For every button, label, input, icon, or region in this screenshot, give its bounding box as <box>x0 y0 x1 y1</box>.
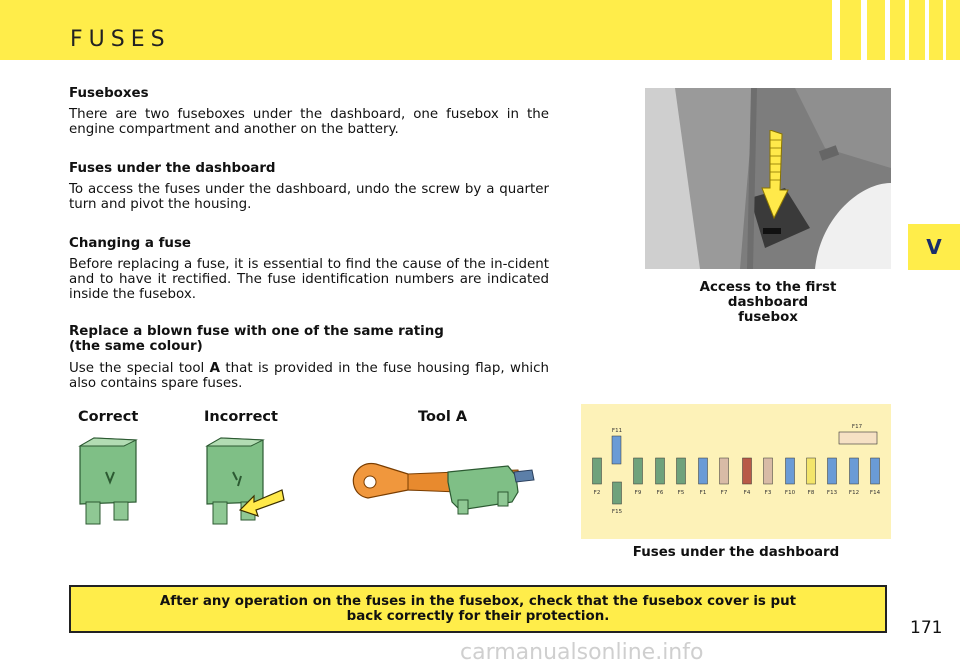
body-after: that is provided in the fuse housing flap, which also contains spare fuses. <box>69 361 549 391</box>
body-before: Use the special tool <box>69 361 210 376</box>
fuse-f8 <box>807 458 816 484</box>
fuse-f13 <box>828 458 837 484</box>
fuse-label-f4: F4 <box>743 490 751 496</box>
fuse-f4 <box>743 458 752 484</box>
fuse-label-f1: F1 <box>699 490 707 496</box>
page-number: 171 <box>910 618 943 638</box>
header-stripe <box>861 0 867 60</box>
watermark: carmanualsonline.info <box>460 640 704 665</box>
section-heading: Changing a fuse <box>69 236 191 251</box>
fuse-f17 <box>839 432 877 444</box>
fuse-f9 <box>634 458 643 484</box>
fuse-f12 <box>850 458 859 484</box>
section-fuseboxes <box>69 86 549 137</box>
fuse-label-f15: F15 <box>611 509 623 515</box>
caption-line-2: dashboard <box>727 295 809 310</box>
fuse-label-f13: F13 <box>826 490 838 496</box>
fuse-f2 <box>593 458 602 484</box>
caption-line-1: Access to the first <box>699 280 837 295</box>
header-bar <box>0 0 960 60</box>
fusebox-diagram <box>581 404 891 539</box>
fuse-label-f9: F9 <box>634 490 642 496</box>
fuse-f5 <box>677 458 686 484</box>
header-stripe <box>832 0 840 60</box>
photo-caption <box>668 280 868 325</box>
protection-note <box>69 585 887 633</box>
fuse-f15 <box>613 482 622 504</box>
section-replace-fuse <box>69 324 549 391</box>
section-heading: Fuseboxes <box>69 86 149 101</box>
caption-line-3: fusebox <box>738 310 798 325</box>
fuse-label-f11: F11 <box>611 428 623 434</box>
section-heading <box>69 324 549 354</box>
section-body <box>69 361 549 391</box>
label-tool-a: Tool A <box>418 409 468 425</box>
tool-letter: A <box>209 361 220 376</box>
pointer-arrow-icon <box>238 488 286 520</box>
heading-line-1: Replace a blown fuse with one of the same rating <box>69 324 444 339</box>
fuse-label-f8: F8 <box>807 490 815 496</box>
fuse-f10 <box>786 458 795 484</box>
fuse-f1 <box>699 458 708 484</box>
section-body: Before replacing a fuse, it is essential to find the cause of the in-cident and to have it rectified. The fuse identification numbers are indicated inside the fusebox. <box>69 257 549 302</box>
header-stripe <box>925 0 929 60</box>
section-heading: Fuses under the dashboard <box>69 161 276 176</box>
fuse-f7 <box>720 458 729 484</box>
fuse-f3 <box>764 458 773 484</box>
section-tab: V <box>908 224 960 270</box>
fuse-f14 <box>871 458 880 484</box>
note-text: After any operation on the fuses in the fusebox, check that the fusebox cover is put back correctly for their protection. <box>159 594 797 624</box>
fuse-label-f5: F5 <box>677 490 685 496</box>
section-body: To access the fuses under the dashboard, undo the screw by a quarter turn and pivot the housing. <box>69 182 549 212</box>
fuse-label-f7: F7 <box>720 490 728 496</box>
fusebox-caption: Fuses under the dashboard <box>632 545 840 560</box>
page-title: FUSES <box>70 27 171 52</box>
fuse-label-f2: F2 <box>593 490 601 496</box>
label-incorrect: Incorrect <box>204 409 278 425</box>
header-stripe <box>885 0 890 60</box>
heading-line-2: (the same colour) <box>69 339 203 354</box>
section-dashboard-fuses <box>69 161 549 212</box>
tool-a-illustration <box>348 452 536 518</box>
header-stripe <box>905 0 909 60</box>
fuse-f6 <box>656 458 665 484</box>
label-correct: Correct <box>78 409 139 425</box>
fusebox-diagram-svg <box>581 404 891 539</box>
section-body: There are two fuseboxes under the dashboard, one fusebox in the engine compartment and another on the battery. <box>69 107 549 137</box>
arrow-icon <box>760 130 790 220</box>
correct-fuse-illustration <box>76 432 142 532</box>
fuse-f11 <box>612 436 621 464</box>
fuse-label-f14: F14 <box>869 490 881 496</box>
fuse-label-f6: F6 <box>656 490 664 496</box>
fuse-label-f17: F17 <box>851 424 863 430</box>
fuse-label-f3: F3 <box>764 490 772 496</box>
section-changing-fuse <box>69 236 549 302</box>
fuse-label-f10: F10 <box>784 490 796 496</box>
fuse-label-f12: F12 <box>848 490 860 496</box>
header-stripe <box>943 0 946 60</box>
